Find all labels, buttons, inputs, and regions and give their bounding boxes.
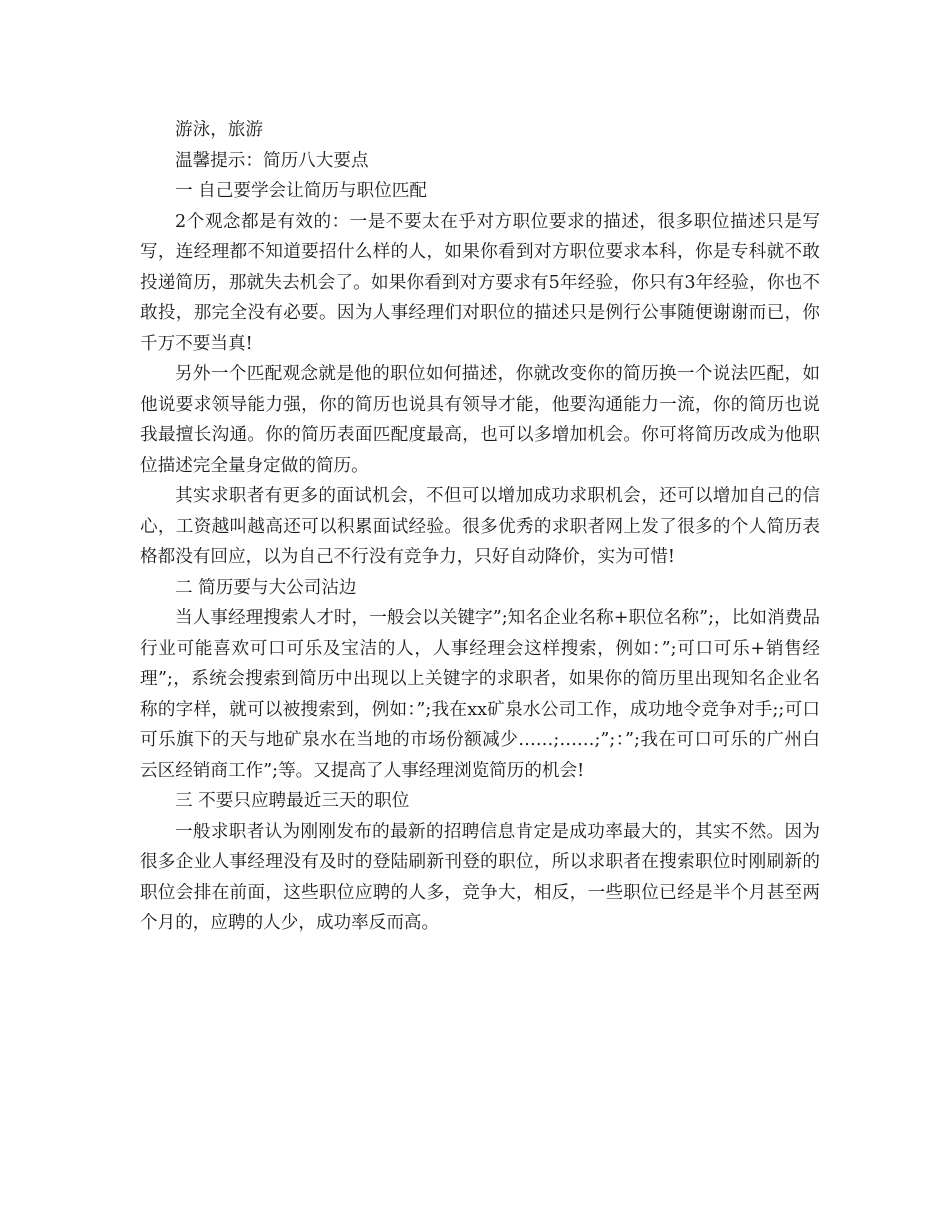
document-body	[140, 115, 820, 939]
section-3-heading: 三 不要只应聘最近三天的职位	[175, 791, 410, 811]
hobby-line: 游泳，旅游	[175, 120, 263, 140]
section-1-paragraph-3: 其实求职者有更多的面试机会，不但可以增加成功求职机会，还可以增加自己的信心，工资越叫越高还可以积累面试经验。很多优秀的求职者网上发了很多的个人简历表格都没有回应，以为自己不行没有竞争力，只好自动降价，实为可惜!	[140, 486, 820, 567]
section-3-paragraph-1: 一般求职者认为刚刚发布的最新的招聘信息肯定是成功率最大的，其实不然。因为很多企业人事经理没有及时的登陆刷新刊登的职位，所以求职者在搜索职位时刚刷新的职位会排在前面，这些职位应聘的人多，竞争大，相反，一些职位已经是半个月甚至两个月的，应聘的人少，成功率反而高。	[140, 821, 820, 933]
section-2-paragraph-1: 当人事经理搜索人才时，一般会以关键字”;知名企业名称+职位名称”;，比如消费品行业可能喜欢可口可乐及宝洁的人，人事经理会这样搜索，例如：”;可口可乐+销售经理”;，系统会搜索到简历中出现以上关键字的求职者，如果你的简历里出现知名企业名称的字样，就可以被搜索到，例如：”;我在xx矿泉水公司工作，成功地令竞争对手;;可口可乐旗下的天与地矿泉水在当地的市场份额减少……;……;”;：”;我在可口可乐的广州白云区经销商工作”;等。又提高了人事经理浏览简历的机会!	[140, 608, 820, 781]
section-1-paragraph-1: 2个观念都是有效的：一是不要太在乎对方职位要求的描述，很多职位描述只是写写，连经理都不知道要招什么样的人，如果你看到对方职位要求本科，你是专科就不敢投递简历，那就失去机会了。如果你看到对方要求有5年经验，你只有3年经验，你也不敢投，那完全没有必要。因为人事经理们对职位的描述只是例行公事随便谢谢而已，你千万不要当真!	[140, 211, 820, 354]
section-2-heading: 二 简历要与大公司沾边	[175, 577, 357, 598]
section-1-heading: 一 自己要学会让简历与职位匹配	[175, 181, 427, 201]
tip-heading: 温馨提示：简历八大要点	[175, 150, 369, 171]
section-1-paragraph-2: 另外一个匹配观念就是他的职位如何描述，你就改变你的简历换一个说法匹配，如他说要求领导能力强，你的简历也说具有领导才能，他要沟通能力一流，你的简历也说我最擅长沟通。你的简历表面匹配度最高，也可以多增加机会。你可将简历改成为他职位描述完全量身定做的简历。	[140, 364, 820, 476]
